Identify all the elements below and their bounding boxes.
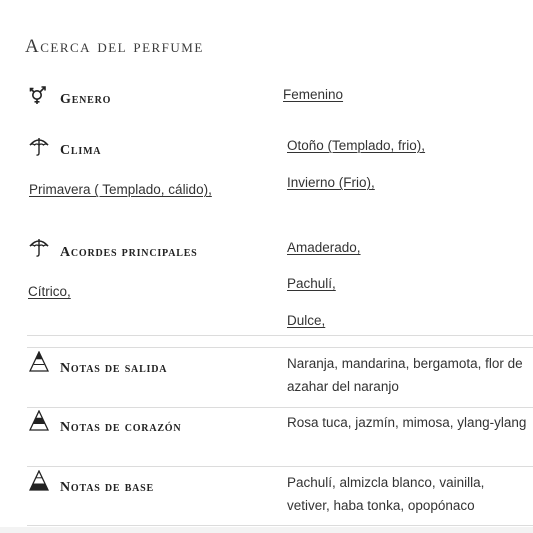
- divider: [27, 347, 533, 348]
- pyramid-middle-icon: [29, 410, 49, 437]
- notas-base-label: Notas de base: [60, 480, 155, 495]
- acordes-value-citrico[interactable]: Cítrico,: [28, 284, 71, 299]
- clima-value-otono[interactable]: Otoño (Templado, frio),: [287, 138, 426, 153]
- divider: [27, 407, 533, 408]
- section-title: Acerca del perfume: [25, 36, 204, 57]
- acordes-label: Acordes principales: [60, 245, 198, 260]
- gender-symbol-icon: [28, 84, 50, 111]
- acordes-value-dulce[interactable]: Dulce,: [287, 313, 326, 328]
- divider: [27, 335, 533, 336]
- clima-label: Clima: [60, 143, 102, 158]
- divider: [27, 466, 533, 467]
- notas-base-text: Pachulí, almizcla blanco, vainilla, vetiver, haba tonka, opopónaco: [287, 475, 485, 513]
- genero-value-femenino[interactable]: Femenino: [283, 87, 344, 102]
- divider: [27, 525, 533, 526]
- clima-value-invierno[interactable]: Invierno (Frio),: [287, 175, 375, 190]
- acordes-value-pachuli[interactable]: Pachulí,: [287, 276, 336, 291]
- pyramid-top-icon: [29, 351, 49, 378]
- acordes-value-amaderado[interactable]: Amaderado,: [287, 240, 361, 255]
- notas-corazon-label: Notas de corazón: [60, 420, 182, 435]
- notas-salida-label: Notas de salida: [60, 361, 168, 376]
- genero-label: Genero: [60, 92, 112, 107]
- clima-value-primavera[interactable]: Primavera ( Templado, cálido),: [29, 182, 212, 197]
- page-bottom-edge: [0, 527, 533, 533]
- pyramid-base-icon: [29, 470, 49, 497]
- notas-salida-text: Naranja, mandarina, bergamota, flor de azahar del naranjo: [287, 356, 523, 394]
- umbrella-icon: [28, 236, 50, 263]
- umbrella-icon: [28, 135, 50, 162]
- notas-corazon-text: Rosa tuca, jazmín, mimosa, ylang-ylang: [287, 415, 527, 430]
